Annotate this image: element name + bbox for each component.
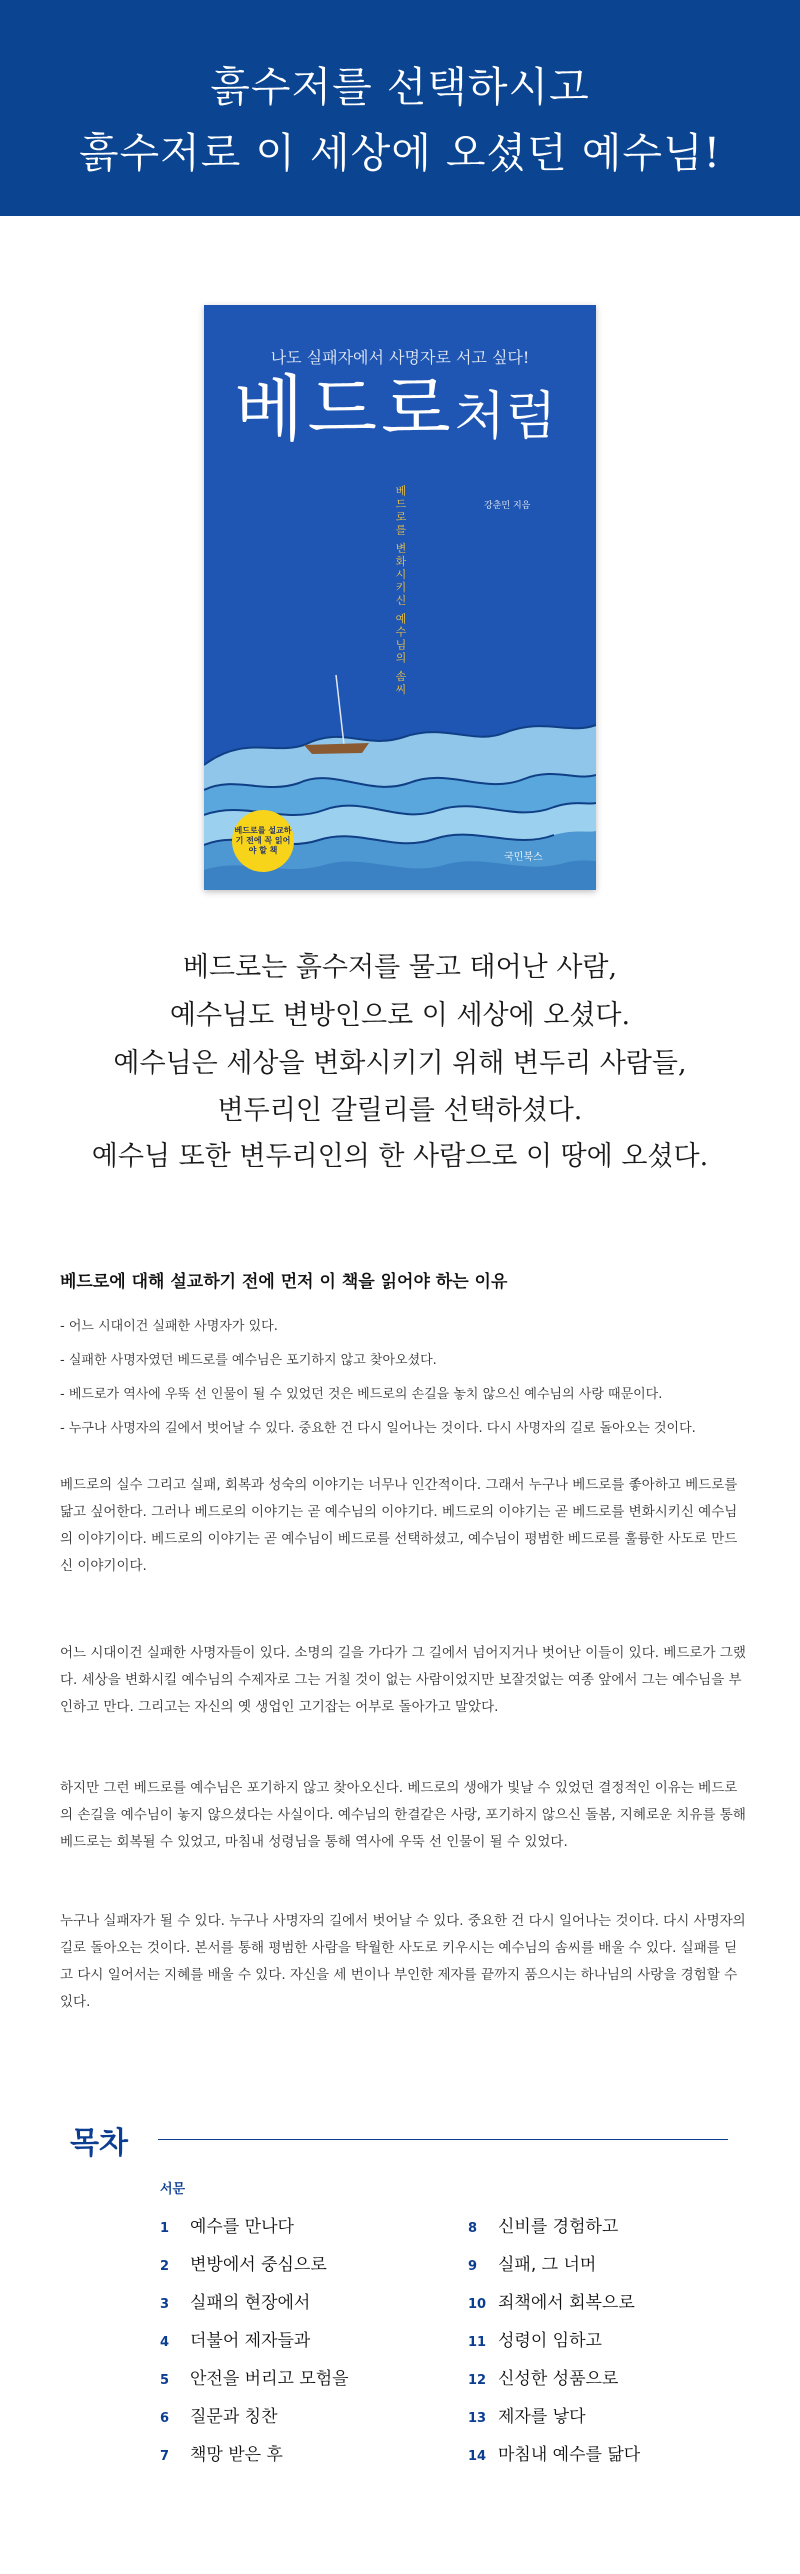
quote-line-4: 변두리인 갈릴리를 선택하셨다. [217,1095,583,1126]
cover-author: 강춘민 지음 [484,501,531,511]
toc-item: 5 안전을 버리고 모험을 [160,2369,349,2389]
cover-subtitle: 나도 실패자에서 사명자로 서고 싶다! [270,348,530,367]
body-paragraph: 하지만 그런 베드로를 예수님은 포기하지 않고 찾아오신다. 베드로의 생애가 빛날 수 있었던 결정적인 이유는 베드로의 손길을 예수님이 놓지 않으셨다는 사실이다. 예수님의 한결같은 사랑, 포기하지 않으신 돌봄, 지혜로운 치유를 통해 베드로는 회복될 수 있었고, 마침내 성령님을 통해 역사에 우뚝 선 인물이 될 수 있었다. [60,1780,746,1850]
banner-line-2: 흙수저로 이 세상에 오셨던 예수님! [78,129,722,177]
toc-item: 10 죄책에서 회복으로 [468,2293,635,2313]
toc-item: 2 변방에서 중심으로 [160,2255,327,2275]
toc-item: 12 신성한 성품으로 [468,2369,619,2389]
reason-bullet: - 실패한 사명자였던 베드로를 예수님은 포기하지 않고 찾아오셨다. [60,1353,437,1368]
body-paragraph: 누구나 실패자가 될 수 있다. 누구나 사명자의 길에서 벗어날 수 있다. 중요한 건 다시 일어나는 것이다. 다시 사명자의 길로 돌아오는 것이다. 본서를 통해 평범한 사람을 탁월한 사도로 키우시는 예수님의 솜씨를 배울 수 있다. 실패를 딛고 다시 일어서는 지혜를 배울 수 있다. 자신을 세 번이나 부인한 제자를 끝까지 품으시는 하나님의 사랑을 경험할 수 있다. [60,1913,746,2010]
toc-divider [158,2139,728,2140]
quote-line-3: 예수님은 세상을 변화시키기 위해 변두리 사람들, [113,1048,687,1079]
toc-item: 6 질문과 칭찬 [160,2407,278,2427]
toc-item: 14 마침내 예수를 닮다 [468,2445,641,2465]
header-banner [0,0,800,216]
toc-prologue: 서문 [160,2182,186,2197]
toc-item: 4 더불어 제자들과 [160,2331,311,2351]
cover-title [234,367,558,451]
cover-title-small: 처럼 [454,387,558,447]
quote-line-2: 예수님도 변방인으로 이 세상에 오셨다. [169,1000,631,1031]
banner-line-1: 흙수저를 선택하시고 [210,63,590,111]
quote-line-5: 예수님 또한 변두리인의 한 사람으로 이 땅에 오셨다. [91,1141,709,1172]
reason-bullet: - 어느 시대이건 실패한 사명자가 있다. [60,1319,278,1334]
toc-item: 7 책망 받은 후 [160,2445,283,2465]
reason-bullet: - 베드로가 역사에 우뚝 선 인물이 될 수 있었던 것은 베드로의 손길을 놓치 않으신 예수님의 사랑 때문이다. [60,1387,663,1402]
book-cover [204,305,596,890]
toc-item: 11 성령이 임하고 [468,2331,602,2351]
toc-item: 3 실패의 현장에서 [160,2293,311,2313]
cover-badge: 베드로를 설교하기 전에 꼭 읽어야 할 책 [232,810,294,872]
toc-item: 8 신비를 경험하고 [468,2217,619,2237]
cover-publisher: 국민북스 [504,852,543,863]
cover-vertical-subtitle: 베드로를 변화시키신 예수님의 솜씨 [394,485,407,697]
toc-item: 13 제자를 낳다 [468,2407,586,2427]
toc-title: 목차 [70,2126,128,2161]
quote-line-1: 베드로는 흙수저를 물고 태어난 사람, [182,952,618,983]
reasons-title: 베드로에 대해 설교하기 전에 먼저 이 책을 읽어야 하는 이유 [60,1272,508,1292]
body-paragraph: 어느 시대이건 실패한 사명자들이 있다. 소명의 길을 가다가 그 길에서 넘어지거나 벗어난 이들이 있다. 베드로가 그랬다. 세상을 변화시킬 예수님의 수제자로 그는 거칠 것이 없는 사람이었지만 보잘것없는 여종 앞에서 그는 예수님을 부인하고 만다. 그리고는 자신의 옛 생업인 고기잡는 어부로 돌아가고 말았다. [60,1645,746,1715]
toc-item: 9 실패, 그 너머 [468,2255,597,2275]
reason-bullet: - 누구나 사명자의 길에서 벗어날 수 있다. 중요한 건 다시 일어나는 것이다. 다시 사명자의 길로 돌아오는 것이다. [60,1421,696,1436]
cover-title-main: 베드로 [234,367,455,451]
body-paragraph: 베드로의 실수 그리고 실패, 회복과 성숙의 이야기는 너무나 인간적이다. 그래서 누구나 베드로를 좋아하고 베드로를 닮고 싶어한다. 그러나 베드로의 이야기는 곧 예수님의 이야기다. 베드로의 이야기는 곧 베드로를 변화시키신 예수님의 이야기이다. 베드로의 이야기는 곧 예수님이 베드로를 선택하셨고, 예수님이 평범한 베드로를 훌륭한 사도로 만드신 이야기이다. [60,1477,738,1574]
toc-item: 1 예수를 만나다 [160,2217,294,2237]
